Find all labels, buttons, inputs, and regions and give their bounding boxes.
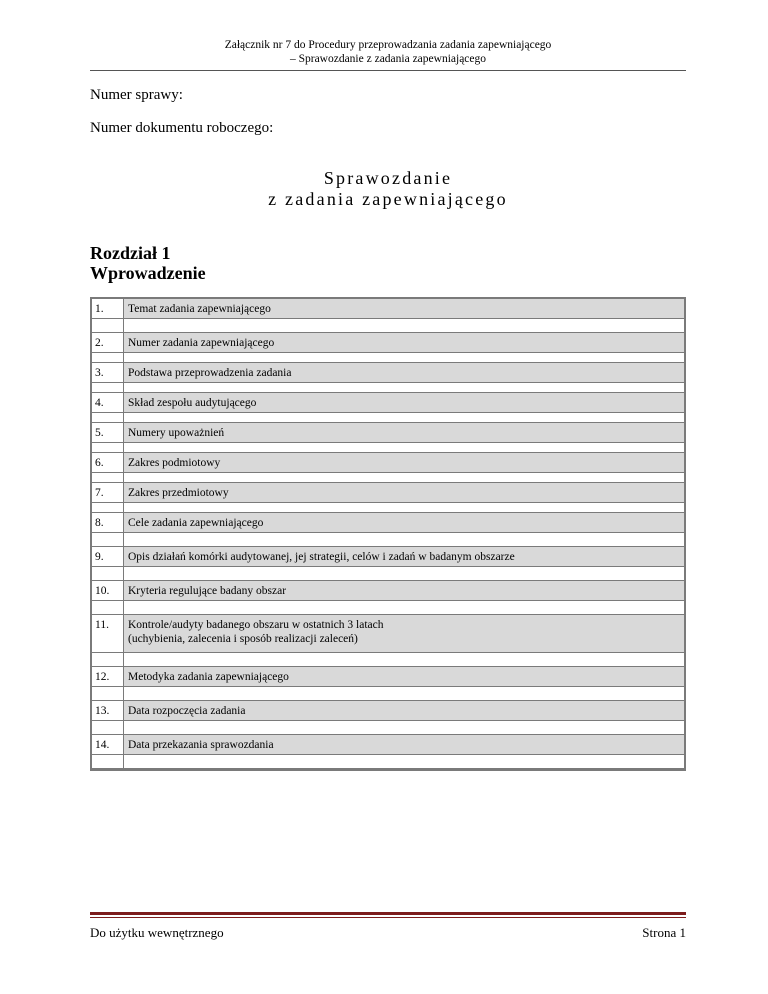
entry-cell[interactable] bbox=[124, 319, 684, 333]
title-line-2: z zadania zapewniającego bbox=[268, 189, 508, 209]
row-number: 8. bbox=[92, 513, 124, 533]
header-divider bbox=[90, 70, 686, 71]
table-row-entry bbox=[92, 383, 684, 393]
table-row-entry bbox=[92, 443, 684, 453]
row-number: 9. bbox=[92, 547, 124, 567]
entry-number-cell bbox=[92, 653, 124, 667]
row-label: Metodyka zadania zapewniającego bbox=[124, 667, 684, 687]
chapter-name: Wprowadzenie bbox=[90, 263, 206, 283]
row-number: 5. bbox=[92, 423, 124, 443]
table-row bbox=[92, 423, 684, 443]
row-number: 6. bbox=[92, 453, 124, 473]
entry-number-cell bbox=[92, 383, 124, 393]
row-label: Zakres podmiotowy bbox=[124, 453, 684, 473]
table-row bbox=[92, 513, 684, 533]
header-line-1: Załącznik nr 7 do Procedury przeprowadzania zadania zapewniającego bbox=[224, 39, 552, 51]
entry-number-cell bbox=[92, 319, 124, 333]
footer-divider-thick bbox=[90, 912, 686, 915]
row-label: Data rozpoczęcia zadania bbox=[124, 701, 684, 721]
table-row bbox=[92, 667, 684, 687]
entry-cell[interactable] bbox=[124, 383, 684, 393]
table-row bbox=[92, 483, 684, 503]
table-row-entry bbox=[92, 533, 684, 547]
table-row bbox=[92, 615, 684, 653]
row-label: Numery upoważnień bbox=[124, 423, 684, 443]
working-doc-number-label: Numer dokumentu roboczego: bbox=[90, 120, 274, 136]
row-number: 13. bbox=[92, 701, 124, 721]
entry-cell[interactable] bbox=[124, 353, 684, 363]
entry-cell[interactable] bbox=[124, 601, 684, 615]
table-row-entry bbox=[92, 687, 684, 701]
entry-cell[interactable] bbox=[124, 443, 684, 453]
entry-cell[interactable] bbox=[124, 755, 684, 769]
row-label-multiline bbox=[124, 615, 684, 653]
row-number: 11. bbox=[92, 615, 124, 653]
table-row bbox=[92, 453, 684, 473]
header-line-2: – Sprawozdanie z zadania zapewniającego bbox=[289, 53, 487, 65]
page-header bbox=[90, 38, 686, 66]
table-row bbox=[92, 333, 684, 353]
row-number: 12. bbox=[92, 667, 124, 687]
table-row bbox=[92, 581, 684, 601]
chapter-heading bbox=[90, 243, 206, 283]
entry-cell[interactable] bbox=[124, 687, 684, 701]
entry-number-cell bbox=[92, 413, 124, 423]
entry-cell[interactable] bbox=[124, 721, 684, 735]
row-label: Opis działań komórki audytowanej, jej strategii, celów i zadań w badanym obszarze bbox=[124, 547, 684, 567]
row-number: 14. bbox=[92, 735, 124, 755]
entry-number-cell bbox=[92, 443, 124, 453]
entry-number-cell bbox=[92, 721, 124, 735]
table-row bbox=[92, 299, 684, 319]
row-label: Numer zadania zapewniającego bbox=[124, 333, 684, 353]
table-row bbox=[92, 701, 684, 721]
document-title bbox=[90, 168, 686, 210]
table-row-entry bbox=[92, 721, 684, 735]
row-label: Zakres przedmiotowy bbox=[124, 483, 684, 503]
table-row-entry bbox=[92, 503, 684, 513]
table-row bbox=[92, 735, 684, 755]
table-row bbox=[92, 393, 684, 413]
row-label: Data przekazania sprawozdania bbox=[124, 735, 684, 755]
page-number: Strona 1 bbox=[642, 925, 686, 940]
row-number: 4. bbox=[92, 393, 124, 413]
table-row-entry bbox=[92, 473, 684, 483]
table-row-entry bbox=[92, 413, 684, 423]
entry-number-cell bbox=[92, 533, 124, 547]
introduction-table bbox=[90, 297, 686, 771]
entry-cell[interactable] bbox=[124, 503, 684, 513]
title-line-1: Sprawozdanie bbox=[323, 168, 453, 188]
row-label: Cele zadania zapewniającego bbox=[124, 513, 684, 533]
table-row bbox=[92, 363, 684, 383]
entry-cell[interactable] bbox=[124, 473, 684, 483]
entry-number-cell bbox=[92, 503, 124, 513]
entry-cell[interactable] bbox=[124, 567, 684, 581]
entry-number-cell bbox=[92, 755, 124, 769]
table-row-entry bbox=[92, 353, 684, 363]
entry-cell[interactable] bbox=[124, 533, 684, 547]
row-label: Temat zadania zapewniającego bbox=[124, 299, 684, 319]
row-label-line-2: (uchybienia, zalecenia i sposób realizacji zaleceń) bbox=[128, 633, 358, 645]
row-number: 7. bbox=[92, 483, 124, 503]
table-row-entry bbox=[92, 755, 684, 769]
row-number: 1. bbox=[92, 299, 124, 319]
entry-cell[interactable] bbox=[124, 653, 684, 667]
table-row bbox=[92, 547, 684, 567]
table-row-entry bbox=[92, 653, 684, 667]
entry-cell[interactable] bbox=[124, 413, 684, 423]
row-label: Kontrole/audyty badanego obszaru w ostatnich 3 latach bbox=[128, 619, 384, 631]
case-number-label: Numer sprawy: bbox=[90, 87, 183, 103]
footer-classification: Do użytku wewnętrznego bbox=[90, 925, 224, 940]
row-number: 2. bbox=[92, 333, 124, 353]
entry-number-cell bbox=[92, 473, 124, 483]
row-label: Kryteria regulujące badany obszar bbox=[124, 581, 684, 601]
entry-number-cell bbox=[92, 353, 124, 363]
entry-number-cell bbox=[92, 601, 124, 615]
row-number: 3. bbox=[92, 363, 124, 383]
row-label: Skład zespołu audytującego bbox=[124, 393, 684, 413]
row-label: Podstawa przeprowadzenia zadania bbox=[124, 363, 684, 383]
table-row-entry bbox=[92, 319, 684, 333]
entry-number-cell bbox=[92, 567, 124, 581]
row-number: 10. bbox=[92, 581, 124, 601]
table-row-entry bbox=[92, 567, 684, 581]
table-row-entry bbox=[92, 601, 684, 615]
footer-divider-thin bbox=[90, 917, 686, 918]
chapter-number: Rozdział 1 bbox=[90, 243, 171, 263]
entry-number-cell bbox=[92, 687, 124, 701]
